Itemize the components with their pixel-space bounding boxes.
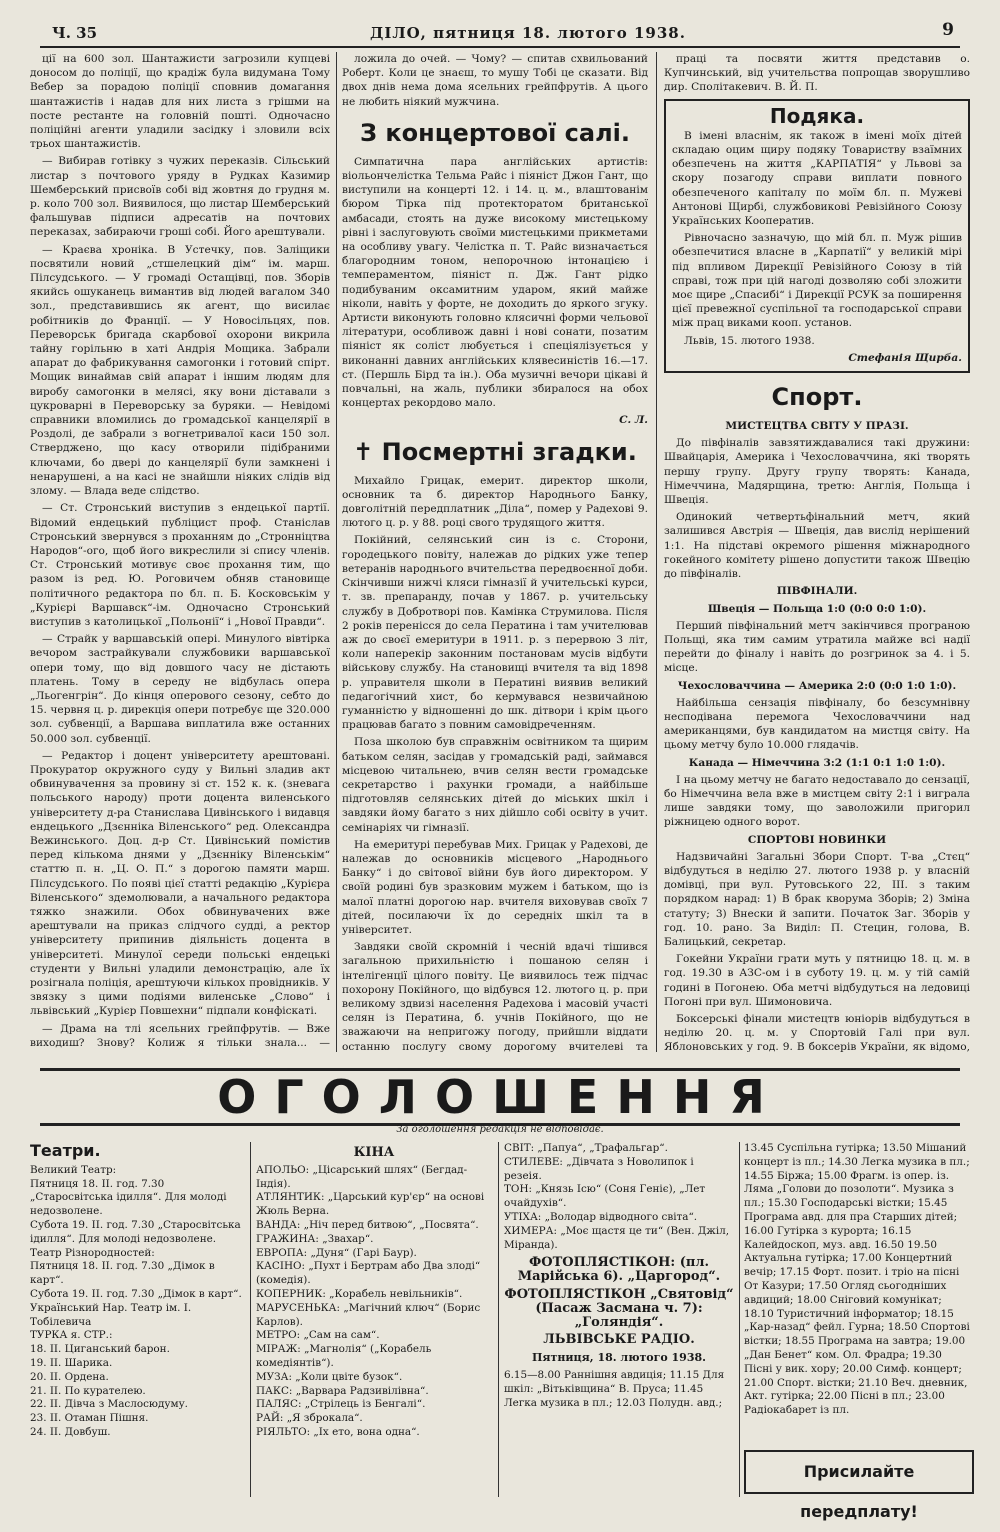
column-2 [342, 52, 648, 1052]
theatre-line: 21. II. По курателею. [30, 1384, 146, 1397]
column-1 [30, 52, 330, 1052]
paragraph: Рівночасно зазначую, що мій бл. п. Муж рішив обезпечитися власне в „Карпатії“ у великій мірі під впливом Дирекції Ревізійного Союзу в тій справі, тож при цій нагоді дозволяю собі зложити моє щире „Спасибі“ і Дирекції РСУК за поширення цієї превежної суспільної та господарської справи між прац виками кооп. установ. [672, 232, 962, 330]
obituary-heading: ✝ Посмертні згадки. [353, 437, 637, 466]
paragraph: Поза школою був справжнім освітником та щирим батьком селян, засідав у громадській раді, займався місцевою читальнею, вчив селян вести громадське секретарство і рахунки громади, а найбільше підготовляв селянських дітей до міських шкіл і завдяки йому багато з них дійшло собі освіту в учит. семінаріях чи гімназії. [342, 736, 648, 834]
page-header [40, 20, 960, 44]
cinemas-column [256, 1142, 492, 1497]
theatre-line: Пятниця 18. II. год. 7.30 „Старосвітська ідилля“. Для молоді недозволене. [30, 1177, 227, 1218]
radio-column [744, 1142, 970, 1442]
subheading: МИСТЕЦТВА СВІТУ У ПРАЗІ. [725, 420, 909, 433]
thanks-date: Львів, 15. лютого 1938. [684, 334, 815, 347]
announcements-banner: ОГОЛОШЕННЯ [40, 1068, 960, 1126]
theatre-line: 24. II. Довбуш. [30, 1425, 111, 1438]
cinema-line: МІРАЖ: „Магнолія“ („Корабель комедіянтів“). [256, 1343, 432, 1369]
paragraph: На емеритурі перебував Мих. Грицак у Радехові, де належав до основників місцевого „Народнього Банку“ і до світової війни був його директором. У своїй родині був зразковим мужем і батьком, що із малої платні дорогою нар. вчителя виховував своїх 7 дітей, посилаючи їх до середніх шкіл та в університет. [342, 838, 648, 936]
match-result: Швеція — Польща 1:0 (0:0 0:0 1:0). [707, 602, 927, 615]
ads-divider [739, 1142, 740, 1497]
theatres-heading: Театри. [30, 1142, 101, 1160]
paragraph: Боксерські фінали мистецтв юніорів відбудуться в неділю 20. ц. м. у Спортовій Галі при вул. Яблоновських у год. 9. В боксерів України, як відомо, [664, 1012, 970, 1052]
paragraph: Покійний, селянський син із с. Сторони, городецького повіту, належав до рідких уже тепер ветеранів народнього вчительства передвоєнної доби. Скінчивши нижчі кляси гімназії й учительські курси, т. зв. препарандy, почав у 1867. р. учительську службу в Добротворі пов. Камінка Струмилова. Після 2 років перенісся до села Ператина і там учителював аж до своєї емеритури в 1911. р. з перервою 3 літ, коли наперекір законним постановам мусів відбути військову службу. На становищі вчителя та від 1898 р. управителя школи в Ператині виявив великий педагогічний хист, бо кермувався незвичайною гуманністю у відношенні до шк. дітвори і крім цього працював багато з повним самовідреченням. [342, 534, 648, 732]
theatre-line: Театр Різнородностей: [30, 1246, 155, 1259]
cinema-line: ПАКС: „Варвара Радзивілівна“. [256, 1384, 429, 1397]
paragraph: — Вибирав готівку з чужих переказів. Сільський листар з почтового уряду в Рудках Казимир Шемберський присвоїв собі від жовтня до грудня м. р. коло 700 зол. Виявилося, що листар Шемберський фальшував підписи адресатів на почтових переказах, забираючи гроші собі. Його арештували. [30, 155, 330, 239]
theatre-line: Субота 19. II. год. 7.30 „Старосвітська ідилля“. Для молоді недозволене. [30, 1218, 241, 1245]
cinemas-list [256, 1164, 492, 1440]
cinema-line: СВІТ: „Папуа“, „Трафальгар“. [504, 1142, 668, 1154]
concert-signature: С. Л. [619, 414, 648, 427]
theatre-line: Субота 19. II. год. 7.30 „Дімок в карт“. [30, 1287, 242, 1300]
theatre-line: 22. II. Дівча з Маслосюдуму. [30, 1398, 188, 1411]
cinema-line: АТЛЯНТИК: „Царський кур'єр“ на основі Жюль Верна. [256, 1191, 485, 1218]
paragraph: Перший півфінальний метч закінчився програною Польщі, яка тим самим утратила майже всі надії перейти до фіналу і навіть до розгринок за 4. і 5. місце. [664, 619, 970, 675]
paragraph: Гокейни України грати муть у пятницю 18. ц. м. в год. 19.30 в АЗС-ом і в суботу 19. ц. м. у тій самій годині в Погонею. Оба метчі відбудуться на ледовиці Погоні при вул. Шимоновича. [664, 953, 970, 1008]
paragraph: — Редактор і доцент університету арештовані. Прокуратор окружного суду у Вильні зладив акт обвинувачення за провину зі ст. 152 к. к. (зневага польського народу) проти доцента виленського університету д-ра Станислава Цивінського і видавця ендецького „Дзєнніка Віленського“ ред. Олександра Вежинського. Доц. д-р Ст. Цивінський помістив перед кількома днями у „Дзєннiку Віленськім“ статтю п. н. „Ц. О. П.“ з дорогою памяти марш. Пілсудського. По появі цієї статті редакцію „Курієра Віленського“ здемолювали, а начального редактора тяжко знажили. Обох обвинувачених вже арештували на приказ слідчого судді, а ректор університету припинив діяльність доцента в університеті. Минулої середи польські ендецькі студенти у Вильні уладили демонстрацію, але їх розігнала поліція, арештуючи кількох провідників. У звязку з цими подіями виленське „Слово“ і львівський „Курієр Повшехни“ підпали конфіскаті. [30, 749, 330, 1018]
paragraph: ложила до очей. — Чому? — спитав схвильований Роберт. Коли це знаєш, то мушу Тобі це сказати. Від двох днів нема дома ясельних грейпфрутів. А цього не любить ніякий мужчина. [342, 53, 648, 108]
cinema-line: ХИМЕРА: „Моє щастя це ти“ (Вен. Джіл, Міранда). [504, 1224, 730, 1251]
theatre-line: ТУРКА я. СТР.: [30, 1329, 113, 1342]
column-divider [336, 52, 337, 1052]
header-rule [40, 46, 960, 48]
paragraph: Симпатична пара англійських артистів: віольончелістка Тельма Райс і піяніст Джон Гант, що виступили на концерті 12. і 14. ц. м., влаштованім бюром Тірка під протекторатом британської амбасади, стоять на дуже високому мистецькому рівні і заслуговують своїми мистецькими прикметами на особливу увагу. Челістка п. Т. Райс визначається благородним тоном, непорочною інтонацією і темпераментом, піяніст п. Дж. Гант рідко подибуваним оксамитним ударом, який майже ніколи, навіть у форте, не доходить до яркого згуку. Артисти виконують головно клясичні форми чельової літератури, особливож давні і нові сонати, позатим піяніст як соліст любується і спеціялізується у виконанні давних англійських клявесиністів 16.—17. ст. (Першль Бірд та ін.). Оба музичні вечори цікаві й повчальні, на жаль, публики збиралося на обох концертах рекордово мало. [342, 155, 648, 410]
paragraph: праці та посвяти життя представив о. Купчинський, від учительства попрощав зворушливо дир. Сполітакевич. В. Й. П. [664, 53, 970, 94]
ads-divider [250, 1142, 251, 1497]
issue-number: Ч. 35 [52, 24, 98, 42]
theatre-line: Український Нар. Театр ім. І. Тобілевича [30, 1301, 192, 1328]
subheading: ПІВФІНАЛИ. [776, 585, 858, 598]
paragraph: Найбільша сензація півфіналу, бо безсумнівну несподівана перемога Чехословаччини над американцями, був кандидатом на мистця світу. На цьому метчу було 10.000 глядачів. [664, 696, 970, 752]
subheading: СПОРТОВІ НОВИНКИ [747, 833, 887, 846]
theatre-line: 23. II. Отаман Пішня. [30, 1412, 149, 1425]
page-number: 9 [942, 20, 954, 40]
sport-heading: Спорт. [771, 383, 863, 412]
cinema-line: ТОН: „Князь Ісю“ (Соня Геніє), „Лет очайдухів“. [504, 1183, 706, 1210]
cinema-line: КОПЕРНИК: „Корабель невільників“. [256, 1287, 463, 1300]
match-result: Чехословаччина — Америка 2:0 (0:0 1:0 1:0). [677, 679, 957, 692]
ads-divider [498, 1142, 499, 1497]
cinema-line: ВАНДА: „Ніч перед битвою“, „Посвята“. [256, 1218, 479, 1231]
paragraph: До півфіналів завзятиждавалися такі дружини: Швайцарія, Америка і Чехословаччина, які творять першу групу. Другу групу творять: Канада, Німеччина, Мадярщина, третю: Англія, Польща і Швеція. [664, 437, 970, 507]
paragraph: — Драма на тлі ясельних грейпфрутів. — Вже виходиш? Знову? Колиж я тільки знала... — [30, 1022, 330, 1049]
column-divider [656, 52, 657, 1052]
banner-note: За оголошення редакція не відповідає. [396, 1124, 604, 1135]
foto-ad: ФОТОПЛЯСТІКОН „Святовід“ (Пасаж Засмана ч. 7): „Голяндія“. [504, 1286, 734, 1330]
theatres-list [30, 1164, 248, 1440]
cinemas-radio-column [504, 1142, 734, 1497]
cinema-heading: КІНА [353, 1145, 395, 1160]
paragraph: — Краєва хроніка. В Устечку, пов. Заліщики посвятили новий „стшелецкий дім“ ім. марш. Пілсудського. — У громаді Остащівці, пов. Зборів якийсь ошуканець вимантив від людей вагалом 340 зол., представившись як агент, що висилає робітників до Франції. — У Новосільцях, пов. Переворськ бригада скарбової охорони викрила тайну горільню в хаті Андрія Мощика. Забрали апарат до фабрикування самогонки і готовий спірт. Мощик винаймав свій апарат і іншим людям для виробу самогонки в мелясі, яку вони діставали з цукроварні в Переворську за буряки. — Невідомі справники вломились до громадської канцелярії в Роздолі, де забрали з вогнетривалої каси 150 зол. Стверджено, що касу отворили підібраними ключами, бо двері до канцелярії були замкнені і ненарушені, а на касі не знайшли ніяких слідів від злому. — Влада веде слідство. [30, 243, 330, 498]
radio-programme: 6.15—8.00 Раннішня авдиція; 11.15 Для шкіл: „Вітьківщина“ В. Пруса; 11.45 Легка музика в пл.; 12.03 Полудн. авд.; [504, 1368, 725, 1409]
paragraph: — Ст. Стронський виступив з ендецької партії. Відомий ендецький публіцист проф. Станіслав Стронський звернувся з проханням до „Стронніцтва Народов“-ого, щоб його викреслили зі спису членів. Ст. Стронський мотивує своє прохання тим, що разом із ред. Ю. Роговичем обняв становище політичного редактора по бл. п. Б. Косковськім у „Курієрі Варшавск“-ім. Одночасно Стронський виступив з католицької „Польонії“ і „Нової Правди“. [30, 502, 330, 628]
paragraph: Завдяки своїй скромній і чесній вдачі тішився загальною прихильністю і пошаною селян і інтелігенції цілого повіту. Це виявилось теж підчас похорону Покійного, що відбувся 12. лютого ц. р. при великому здвизі населення Радехова і масовій участі селян із Ператина, б. учнів Покійного, що не зважаючи на непригожу погоду, прийшли віддати останню послугу свому дорогому вчителеві та [342, 941, 648, 1052]
cinema-line: МАРУСЕНЬКА: „Магічний ключ“ (Борис Карлов). [256, 1301, 481, 1328]
newspaper-title: ДІЛО, пятниця 18. лютого 1938. [370, 24, 686, 42]
paragraph: Надзвичайні Загальні Збори Спорт. Т-ва „Стєц“ відбудуться в неділю 27. лютого 1938 р. у власній домівці, при вул. Рутовського 22, III. з таким порядком нарад: 1) В брак кворума Зборів; 2) Зміна статуту; 3) Внески й запити. Початок Заг. Зборів у год. 10. рано. За Виділ: П. Стецин, голова, В. Балицький, секретар. [664, 850, 970, 948]
concert-heading: З концертової салі. [359, 118, 630, 147]
thanks-signature: Стефанія Щирба. [848, 351, 962, 364]
cinema-line: ГРАЖИНА: „Звахар“. [256, 1232, 374, 1245]
match-result: Канада — Німеччина 3:2 (1:1 0:1 1:0 1:0). [688, 756, 946, 769]
cinema-line: АПОЛЬО: „Цісарський шлях“ (Бегдад-Індія). [256, 1163, 468, 1190]
subscribe-box: Присилайте передплату! [744, 1450, 974, 1494]
paragraph: ції на 600 зол. Шантажисти загрозили купцеві доносом до поліції, що крадіж була видумана Тому Вебер за порадою поліції сповнив домагання шантажистів і надав для них листа з грішми на посте рестанте на головній пошті. Одночасно поліційні агенти уладили засідку і зловили всіх трьох шантажистів. [30, 53, 330, 151]
cinema-line: МУЗА: „Коли цвіте бузок“. [256, 1370, 403, 1383]
cinema-line: МЕТРО: „Сам на сам“. [256, 1329, 380, 1342]
paragraph: І на цьому метчу не багато недоставало до сензації, бо Німеччина вела вже в мистцем світу 2:1 і виграла лише завдяки тому, що заволожили пригорил ріжницею одного ворот. [664, 773, 970, 829]
cinema-line: РАЙ: „Я зброкала“. [256, 1412, 363, 1425]
cinema-line: ПАЛЯС: „Стрілець із Бенгалі“. [256, 1398, 426, 1411]
radio-date: Пятниця, 18. лютого 1938. [532, 1351, 706, 1365]
paragraph: — Страйк у варшавській опері. Минулого вівтірка вечором застрайкували службовики варшавської опери тому, що від довшого часу не дістають платень. Тому в середу не відбулась опера „Льогенгрін“. До кінця оперового сезону, себто до 15. червня ц. р. дирекція опери потребує ще 320.000 зол. субвенції, а Варшава виплатила вже останних 50.000 зол. субвенції. [30, 633, 330, 745]
theatres-column [30, 1142, 248, 1497]
thanks-heading: Подяка. [769, 103, 865, 128]
radio-programme: 13.45 Суспільна гутірка; 13.50 Мішаний концерт із пл.; 14.30 Легка музика в пл.; 14.55 Біржа; 15.00 Фрагм. із опер. із. Ляма „Голови до позолоти“. Музика з пл.; 15.30 Господарські вістки; 15.45 Програма авд. для пра Старших дітей; 16.00 Гутірка з курорта; 16.15 Калейдоскоп, муз. авд. 16.50 19.50 Актуальна гутірка; 17.00 Концертний вечір; 17.15 Форт. позит. і тріо на пісні От Казури; 17.50 Огляд сьогодніших авдиций; 18.00 Сніговий комунікат; 18.10 Туристичний інформатор; 18.15 „Кар-назад“ фейл. Гурна; 18.50 Спортові вістки; 18.55 Програма на завтра; 19.00 „Дан Бенет“ ком. Ол. Фрадра; 19.30 Пісні у вик. хору; 20.00 Симф. концерт; 21.00 Спорт. вістки; 21.10 Веч. дневник, Акт. гутірка; 22.00 Пісні в пл.; 23.00 Радіокабарет із пл. [744, 1142, 970, 1417]
foto-ad: ФОТОПЛЯСТІКОН: (пл. Марійська 6). „Царгород“. [517, 1255, 721, 1285]
paragraph: В імені власнім, як також в імені моїх дітей складаю оцим щиру подяку Товариству взаїмних обезпечень на життя „КАРПАТІЯ“ у Львові за скору позагоду справи виплати повного обезпеченого капіталу по моїм бл. п. Мужеві Антонові Щирбі, службовикові Ревізійного Союзу Українських Кооператив. [672, 129, 962, 228]
cinema-line: РІЯЛЬТО: „Іх ето, вона одна“. [256, 1425, 420, 1438]
paragraph: Одинокий четвертьфінальний метч, який залишився Австрія — Швеція, дав вислід нерішений 1:1. На підставі окремого рішення міжнародного гокейного комітету рішено допустити також Швецію до півфіналів. [664, 511, 970, 581]
theatre-line: 18. II. Циганський барон. [30, 1343, 170, 1356]
cinema-line: ЕВРОПА: „Дуня“ (Гарі Баур). [256, 1246, 417, 1259]
cinemas2-list [504, 1142, 734, 1252]
column-3 [664, 52, 970, 1052]
theatre-line: Великий Театр: [30, 1163, 117, 1176]
radio-heading: ЛЬВІВСЬКЕ РАДІО. [543, 1332, 695, 1348]
cinema-line: СТИЛЕВЕ: „Дівчата з Новолипок і резеія. [504, 1155, 694, 1182]
theatre-line: Пятниця 18. II. год. 7.30 „Дімок в карт“. [30, 1260, 215, 1287]
cinema-line: КАСІНО: „Пухт і Бертрам або Два злоді“ (комедія). [256, 1260, 481, 1287]
cinema-line: УТІХА: „Володар відводного світа“. [504, 1210, 698, 1223]
paragraph: Михайло Грицак, емерит. директор школи, основник та б. директор Народнього Банку, довголітній передплатник „Діла“, помер у Радехові 9. лютого ц. р. у 88. році свого трудящого життя. [342, 474, 648, 530]
thanks-box [664, 99, 970, 373]
theatre-line: 19. II. Шарика. [30, 1356, 113, 1369]
theatre-line: 20. II. Ордена. [30, 1370, 109, 1383]
